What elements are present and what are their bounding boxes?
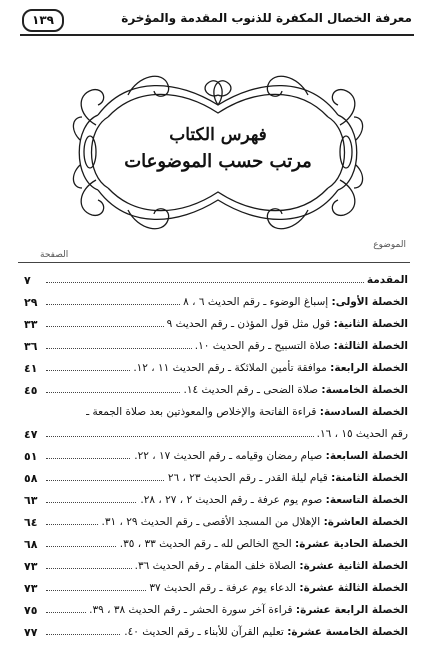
toc-entry-text: الحج الخالص لله ـ رقم الحديث ٣٣ ، ٣٥. (119, 538, 292, 550)
toc-entry[interactable] (24, 514, 408, 536)
toc-entry-text: قراءة الفاتحة والإخلاص والمعوذتين بعد صلاة الجمعة ـ (86, 406, 317, 418)
toc-entry-label: الخصلة الثالثة: (333, 340, 408, 352)
title-ornament-frame (68, 55, 368, 250)
toc-entry[interactable] (24, 602, 408, 624)
toc-subheading: مرتب حسب الموضوعات (124, 151, 312, 172)
toc-entry[interactable] (24, 294, 408, 316)
toc-entry-page: ٧٣ (24, 582, 38, 595)
toc-entry-label: الخصلة التاسعة: (325, 494, 408, 506)
running-title: معرفة الخصال المكفرة للذنوب المقدمة والمؤخرة (121, 11, 412, 25)
toc-entry-label: الخصلة السادسة: (319, 406, 408, 418)
topic-column-header: الموضوع (373, 240, 406, 250)
toc-entry-text: صلاة الضحى ـ رقم الحديث ١٤. (183, 384, 319, 396)
toc-entry-page: ٧٥ (24, 604, 38, 617)
toc-entry[interactable] (24, 470, 408, 492)
toc-entry[interactable] (24, 536, 408, 558)
toc-entry[interactable] (24, 316, 408, 338)
toc-entry-label: الخصلة الخامسة: (321, 384, 408, 396)
toc-entry-page: ٣٦ (24, 340, 38, 353)
toc-entry-label: الخصلة الثامنة: (331, 472, 408, 484)
toc-list (24, 272, 408, 646)
page-number: ١٣٩ (22, 9, 64, 32)
toc-entry-text: إسباغ الوضوء ـ رقم الحديث ٦ ، ٨ (183, 296, 329, 308)
toc-entry-label: الخصلة الحادية عشرة: (295, 538, 408, 550)
toc-entry[interactable] (24, 426, 408, 448)
toc-entry-label: الخصلة السابعة: (325, 450, 408, 462)
toc-entry[interactable] (24, 448, 408, 470)
toc-entry-page: ٤٥ (24, 384, 38, 397)
toc-entry-page: ٦٨ (24, 538, 38, 551)
toc-entry-label: الخصلة الأولى: (331, 296, 408, 308)
toc-entry[interactable] (24, 580, 408, 602)
toc-entry-page: ٤٧ (24, 428, 38, 441)
toc-entry-text: قيام ليلة القدر ـ رقم الحديث ٢٣ ، ٢٦ (167, 472, 328, 484)
toc-entry-label: الخصلة الثانية: (333, 318, 408, 330)
toc-entry[interactable] (24, 272, 408, 294)
toc-entry-text: صوم يوم عرفة ـ رقم الحديث ٢ ، ٢٧ ، ٢٨. (140, 494, 323, 506)
toc-entry[interactable] (24, 624, 408, 646)
toc-entry-page: ٤١ (24, 362, 38, 375)
toc-entry-text: صيام رمضان وقيامه ـ رقم الحديث ١٧ ، ٢٢. (134, 450, 323, 462)
toc-entry-label: الخصلة العاشرة: (323, 516, 408, 528)
toc-entry[interactable] (24, 558, 408, 580)
toc-entry-text: تعليم القرآن للأبناء ـ رقم الحديث ٤٠. (124, 626, 284, 638)
toc-entry-label: الخصلة الرابعة: (330, 362, 408, 374)
toc-entry-page: ٢٩ (24, 296, 38, 309)
header-divider (18, 262, 410, 263)
toc-entry-text: الإهلال من المسجد الأقصى ـ رقم الحديث ٢٩ ، ٣١. (101, 516, 321, 528)
toc-entry[interactable] (24, 360, 408, 382)
toc-entry-label: الخصلة الخامسة عشرة: (287, 626, 408, 638)
toc-entry-text: صلاة التسبيح ـ رقم الحديث ١٠. (194, 340, 331, 352)
toc-entry[interactable] (24, 492, 408, 514)
toc-entry[interactable] (24, 338, 408, 360)
toc-entry-text: الصلاة خلف المقام ـ رقم الحديث ٣٦. (134, 560, 297, 572)
toc-entry-page: ٥٨ (24, 472, 38, 485)
toc-entry-text: رقم الحديث ١٥ ، ١٦. (316, 428, 408, 440)
toc-entry-text: موافقة تأمين الملائكة ـ رقم الحديث ١١ ، ١٢. (133, 362, 327, 374)
toc-entry-label: الخصلة الثانية عشرة: (299, 560, 408, 572)
toc-entry[interactable] (24, 404, 408, 426)
toc-entry-text: قراءة آخر سورة الحشر ـ رقم الحديث ٣٨ ، ٣٩. (89, 604, 293, 616)
toc-entry-page: ٥١ (24, 450, 38, 463)
toc-entry[interactable] (24, 382, 408, 404)
page-column-header: الصفحة (40, 250, 69, 260)
toc-entry-page: ٧ (24, 274, 31, 287)
toc-entry-page: ٧٣ (24, 560, 38, 573)
toc-entry-label: الخصلة الثالثة عشرة: (299, 582, 408, 594)
running-header (20, 8, 414, 36)
toc-entry-page: ٧٧ (24, 626, 38, 639)
toc-entry-text: قول مثل قول المؤذن ـ رقم الحديث ٩ (166, 318, 331, 330)
toc-entry-page: ٣٣ (24, 318, 38, 331)
toc-heading: فهرس الكتاب (169, 125, 267, 145)
leader-dots (46, 282, 408, 283)
toc-entry-page: ٦٤ (24, 516, 38, 529)
toc-entry-page: ٦٣ (24, 494, 38, 507)
toc-entry-text: الدعاء يوم عرفة ـ رقم الحديث ٣٧ (149, 582, 297, 594)
toc-entry-label: الخصلة الرابعة عشرة: (295, 604, 408, 616)
toc-entry-label: المقدمة (366, 274, 408, 286)
